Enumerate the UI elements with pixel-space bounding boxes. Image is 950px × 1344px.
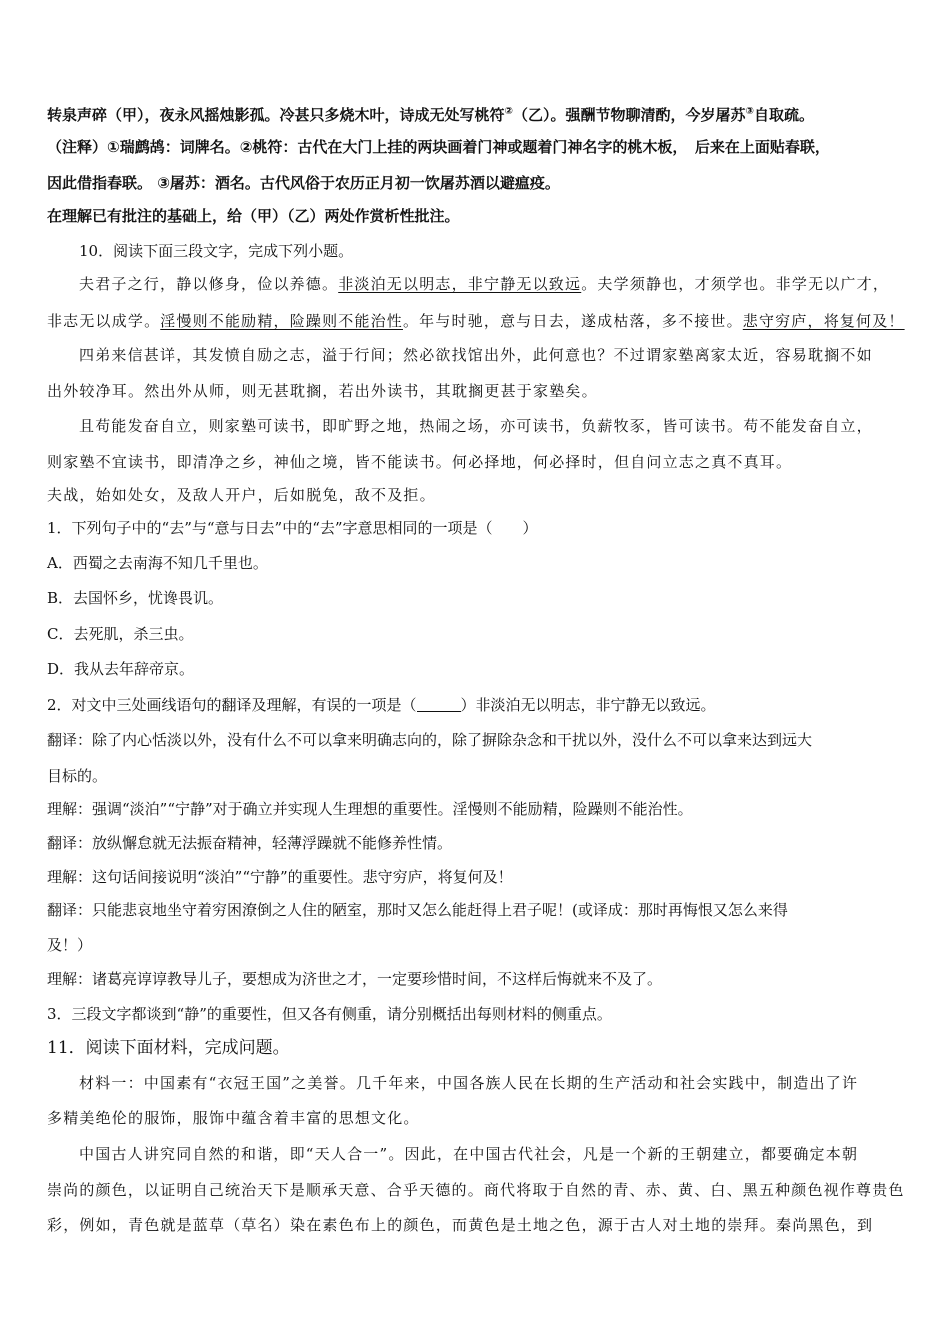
footnote-mark: ② — [504, 106, 513, 117]
underlined-sentence: 悲守穷庐，将复何及！ — [742, 312, 905, 330]
material-line: 材料一：中国素有“衣冠王国”之美誉。几千年来，中国各族人民在长期的生产活动和社会实践中，制造出了许 — [79, 1074, 859, 1092]
understanding-line: 理解：强调“淡泊”“宁静”对于确立并实现人生理想的重要性。淫慢则不能励精，险躁则不能治性。 — [47, 800, 693, 818]
passage-text: 夫君子之行，静以修身，俭以养德。 — [79, 275, 339, 293]
understanding-line: 理解：诸葛亮谆谆教导儿子，要想成为济世之才，一定要珍惜时间，不这样后悔就来不及了。 — [47, 970, 663, 988]
translation-line: 及！） — [47, 936, 93, 954]
question-text: 2．对文中三处画线语句的翻译及理解，有误的一项是（ — [47, 696, 417, 714]
translation-line: 翻译：放纵懈怠就无法振奋精神，轻薄浮躁就不能修养性情。 — [47, 834, 453, 852]
passage-line: 出外较净耳。然出外从师，则无甚耽搁，若出外读书，其耽搁更甚于家塾矣。 — [47, 382, 598, 400]
passage-line — [47, 311, 905, 331]
poem-text: 自取疏。 — [753, 106, 814, 124]
passage-line — [79, 274, 889, 294]
material-line: 崇尚的颜色，以证明自己统治天下是顺承天意、合乎天德的。商代将取于自然的青、赤、黄、白、黑五种颜色视作尊贵色 — [47, 1181, 905, 1199]
underlined-sentence: 非淡泊无以明志，非宁静无以致远 — [338, 275, 582, 293]
poem-text: 转泉声碎（甲），夜永风摇烛影孤。冷甚只多烧木叶，诗成无处写桃符 — [47, 106, 505, 124]
material-line: 中国古人讲究同自然的和谐，即“天人合一”。因此，在中国古代社会，凡是一个新的王朝建立，都要确定本朝 — [79, 1145, 859, 1163]
option-b: B．去国怀乡，忧谗畏讥。 — [47, 589, 224, 607]
passage-text: 。年与时驰，意与日去，遂成枯落，多不接世。 — [402, 312, 743, 330]
answer-blank[interactable] — [417, 697, 461, 712]
translation-line: 目标的。 — [47, 767, 108, 785]
subquestion-1: 1．下列句子中的“去”与“意与日去”中的“去”字意思相同的一项是（ ） — [47, 519, 538, 537]
translation-line: 翻译：除了内心恬淡以外，没有什么不可以拿来明确志向的，除了摒除杂念和干扰以外，没什么不可以拿来达到远大 — [47, 731, 813, 749]
subquestion-2 — [47, 695, 716, 715]
poem-tail-line — [47, 102, 814, 125]
passage-line: 夫战，始如处女，及敌人开户，后如脱兔，敌不及拒。 — [47, 486, 436, 504]
passage-text: 。夫学须静也，才须学也。非学无以广才， — [581, 275, 890, 293]
poem-text: （乙）。强酬节物聊清酌，今岁屠苏 — [512, 106, 746, 124]
task-instruction: 在理解已有批注的基础上，给（甲）（乙）两处作赏析性批注。 — [47, 207, 460, 225]
passage-text: 非志无以成学。 — [47, 312, 161, 330]
material-line: 多精美绝伦的服饰，服饰中蕴含着丰富的思想文化。 — [47, 1109, 420, 1127]
understanding-line: 理解：这句话间接说明“淡泊”“宁静”的重要性。悲守穷庐，将复何及！ — [47, 868, 513, 886]
translation-line: 翻译：只能悲哀地坐守着穷困潦倒之人住的陋室，那时又怎么能赶得上君子呢！(或译成：那时再悔恨又怎么来得 — [47, 901, 788, 919]
underlined-sentence: 淫慢则不能励精，险躁则不能治性 — [160, 312, 403, 330]
passage-line: 且苟能发奋自立，则家塾可读书，即旷野之地，热闹之场，亦可读书，负薪牧豕，皆可读书。苟不能发奋自立， — [79, 417, 873, 435]
subquestion-3: 3．三段文字都谈到“静”的重要性，但又各有侧重，请分别概括出每则材料的侧重点。 — [47, 1005, 612, 1023]
passage-line: 四弟来信甚详，其发愤自励之志，溢于行间；然必欲找馆出外，此何意也？不过谓家塾离家太近，容易耽搁不如 — [79, 346, 873, 364]
question-title: 10．阅读下面三段文字，完成下列小题。 — [79, 242, 354, 260]
option-d: D．我从去年辞帝京。 — [47, 660, 195, 678]
material-line: 彩，例如，青色就是蓝草（草名）染在素色布上的颜色，而黄色是土地之色，源于古人对土地的崇拜。秦尚黑色，到 — [47, 1216, 874, 1234]
passage-line: 则家塾不宜读书，即清净之乡，神仙之境，皆不能读书。何必择地，何必择时，但自问立志之真不真耳。 — [47, 453, 793, 471]
option-a: A．西蜀之去南海不知几千里也。 — [47, 554, 268, 572]
annotation-line: 因此借指春联。 ③屠苏：酒名。古代风俗于农历正月初一饮屠苏酒以避瘟疫。 — [47, 174, 560, 192]
option-c: C．去死肌，杀三虫。 — [47, 625, 194, 643]
question-text: ）非淡泊无以明志，非宁静无以致远。 — [460, 696, 716, 714]
footnote-mark: ③ — [745, 106, 754, 117]
question-title: 11．阅读下面材料，完成问题。 — [47, 1038, 290, 1058]
annotation-line: （注释）①瑞鹧鸪：词牌名。②桃符：古代在大门上挂的两块画着门神或题着门神名字的桃木板， 后来在上面贴春联， — [47, 138, 830, 156]
